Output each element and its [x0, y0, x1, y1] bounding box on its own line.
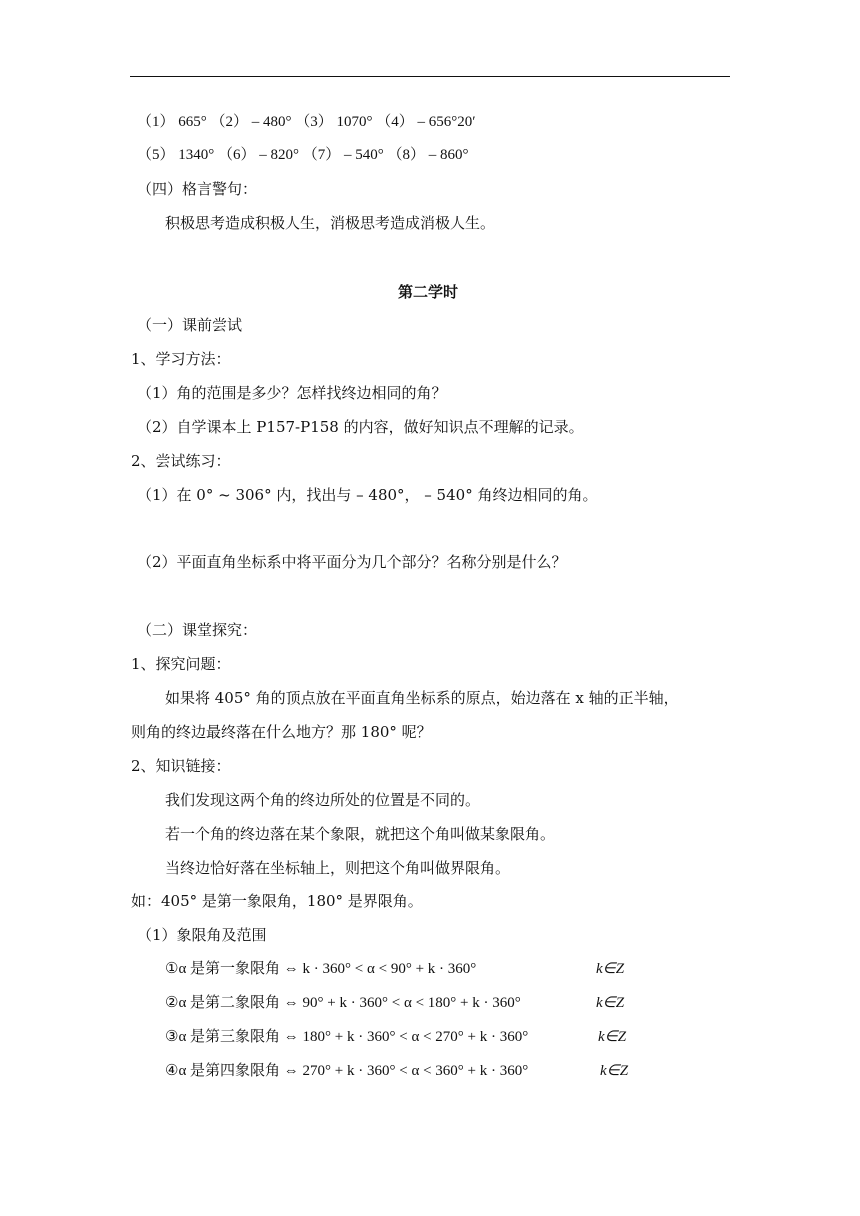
knowledge-link-1: 我们发现这两个角的终边所处的位置是不同的。 [165, 791, 481, 809]
part1-heading: （一）课前尝试 [137, 316, 243, 334]
quadrant-1-kz: k∈Z [596, 961, 625, 977]
quadrant-3-range: ③α 是第三象限角 ⇔ 180° + k · 360° < α < 270° + k · 360° [165, 1029, 529, 1045]
study-method-item-2: （2）自学课本上 P157-P158 的内容，做好知识点不理解的记录。 [137, 418, 584, 436]
quadrant-3-kz: k∈Z [598, 1029, 627, 1045]
study-method-item-1: （1）角的范围是多少？怎样找终边相同的角？ [137, 384, 447, 402]
explore-text-2: 则角的终边最终落在什么地方？那 180° 呢？ [131, 723, 432, 741]
motto-heading: （四）格言警句： [137, 180, 258, 198]
header-rule [130, 76, 730, 77]
quadrant-4-range: ④α 是第四象限角 ⇔ 270° + k · 360° < α < 360° + k · 360° [165, 1063, 529, 1079]
knowledge-link-2: 若一个角的终边落在某个象限，就把这个角叫做某象限角。 [165, 825, 556, 843]
lesson-title: 第二学时 [398, 283, 459, 301]
quadrant-heading: （1）象限角及范围 [137, 926, 267, 944]
explore-heading: 1、探究问题： [131, 655, 231, 673]
explore-text-1: 如果将 405° 角的顶点放在平面直角坐标系的原点，始边落在 x 轴的正半轴， [165, 689, 679, 707]
try-practice-item-2: （2）平面直角坐标系中将平面分为几个部分？名称分别是什么？ [137, 553, 567, 571]
study-method-heading: 1、学习方法： [131, 350, 231, 368]
quadrant-1-range: ①α 是第一象限角 ⇔ k · 360° < α < 90° + k · 360° [165, 961, 477, 977]
try-practice-heading: 2、尝试练习： [131, 452, 231, 470]
knowledge-link-heading: 2、知识链接： [131, 757, 231, 775]
angles-row-1: （1） 665° （2） – 480° （3） 1070° （4） – 656°20′ [137, 114, 476, 130]
knowledge-link-3: 当终边恰好落在坐标轴上，则把这个角叫做界限角。 [165, 859, 511, 877]
angles-row-2: （5） 1340° （6） – 820° （7） – 540° （8） – 860° [137, 147, 469, 163]
quadrant-2-kz: k∈Z [596, 995, 625, 1011]
try-practice-item-1: （1）在 0° ~ 306° 内，找出与 – 480°， – 540° 角终边相同的角。 [137, 486, 598, 504]
quadrant-2-range: ②α 是第二象限角 ⇔ 90° + k · 360° < α < 180° + k · 360° [165, 995, 521, 1011]
quadrant-4-kz: k∈Z [600, 1063, 629, 1079]
part2-heading: （二）课堂探究： [137, 621, 258, 639]
example-line: 如：405° 是第一象限角，180° 是界限角。 [131, 892, 423, 910]
motto-text: 积极思考造成积极人生，消极思考造成消极人生。 [165, 214, 496, 232]
